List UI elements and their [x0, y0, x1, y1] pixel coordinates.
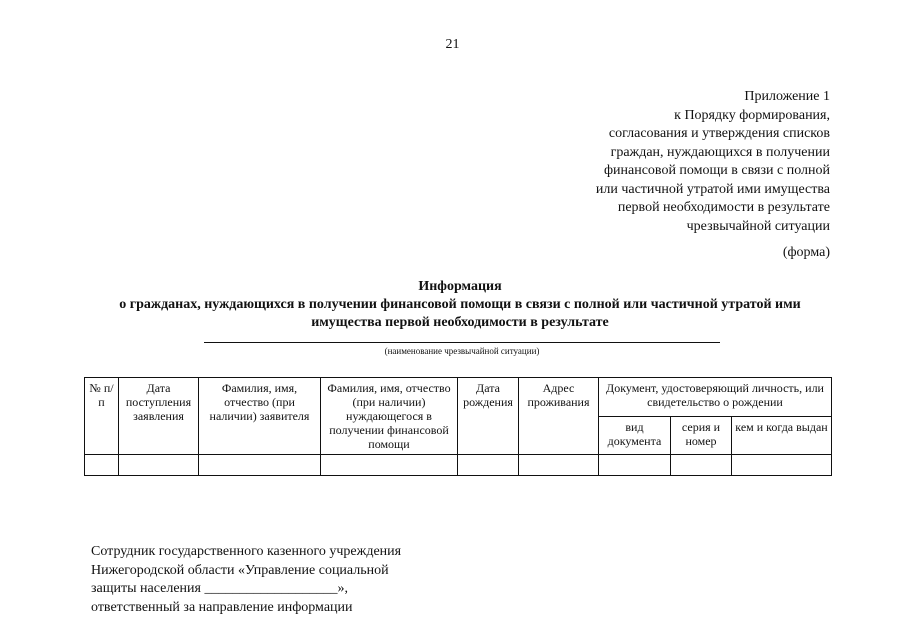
- page-number: 21: [445, 37, 460, 52]
- table-cell[interactable]: [599, 455, 671, 476]
- appendix-line: к Порядку формирования,: [674, 107, 830, 123]
- table-cell[interactable]: [458, 455, 519, 476]
- signature-line: защиты населения ___________________»,: [91, 581, 348, 596]
- appendix-line: Приложение 1: [744, 89, 830, 104]
- title-heading: Информация: [418, 279, 502, 294]
- header-doc-series: серия и номер: [671, 416, 732, 455]
- table-cell[interactable]: [199, 455, 321, 476]
- document-title: [80, 278, 840, 332]
- table-cell[interactable]: [732, 455, 832, 476]
- header-birth-date: Дата рождения: [458, 378, 519, 455]
- table-row: [85, 455, 832, 476]
- table-cell[interactable]: [519, 455, 599, 476]
- situation-name-line: [204, 342, 720, 343]
- signature-block: [91, 543, 401, 617]
- situation-name-caption: (наименование чрезвычайной ситуации): [384, 346, 540, 356]
- header-address: Адрес проживания: [519, 378, 599, 455]
- appendix-line: финансовой помощи в связи с полной: [603, 163, 830, 178]
- signature-line: ответственный за направление информации: [91, 599, 353, 615]
- signature-line: Нижегородской области «Управление социальной: [91, 562, 389, 578]
- appendix-block: [596, 88, 830, 236]
- appendix-line: согласования и утверждения списков: [608, 126, 830, 141]
- header-date-applied: Дата поступления заявления: [119, 378, 199, 455]
- table-cell[interactable]: [119, 455, 199, 476]
- header-document: Документ, удостоверяющий личность, или свидетельство о рождении: [599, 378, 832, 417]
- table-cell[interactable]: [321, 455, 458, 476]
- table-cell[interactable]: [85, 455, 119, 476]
- form-label: (форма): [782, 245, 830, 260]
- header-number: № п/п: [85, 378, 119, 455]
- title-line: имущества первой необходимости в результате: [311, 315, 609, 330]
- header-doc-issued: кем и когда выдан: [732, 416, 832, 455]
- appendix-line: или частичной утратой ими имущества: [595, 181, 830, 197]
- header-doc-type: вид документа: [599, 416, 671, 455]
- header-needy-name: Фамилия, имя, отчество (при наличии) нуждающегося в получении финансовой помощи: [321, 378, 458, 455]
- appendix-line: первой необходимости в результате: [617, 200, 830, 215]
- title-line: о гражданах, нуждающихся в получении финансовой помощи в связи с полной или частичной утратой ими: [119, 297, 801, 312]
- table-header-row: [85, 378, 832, 417]
- appendix-line: чрезвычайной ситуации: [686, 218, 830, 234]
- table-cell[interactable]: [671, 455, 732, 476]
- header-applicant-name: Фамилия, имя, отчество (при наличии) заявителя: [199, 378, 321, 455]
- signature-line: Сотрудник государственного казенного учреждения: [91, 544, 402, 559]
- citizens-table: [84, 377, 832, 476]
- appendix-line: граждан, нуждающихся в получении: [610, 144, 830, 160]
